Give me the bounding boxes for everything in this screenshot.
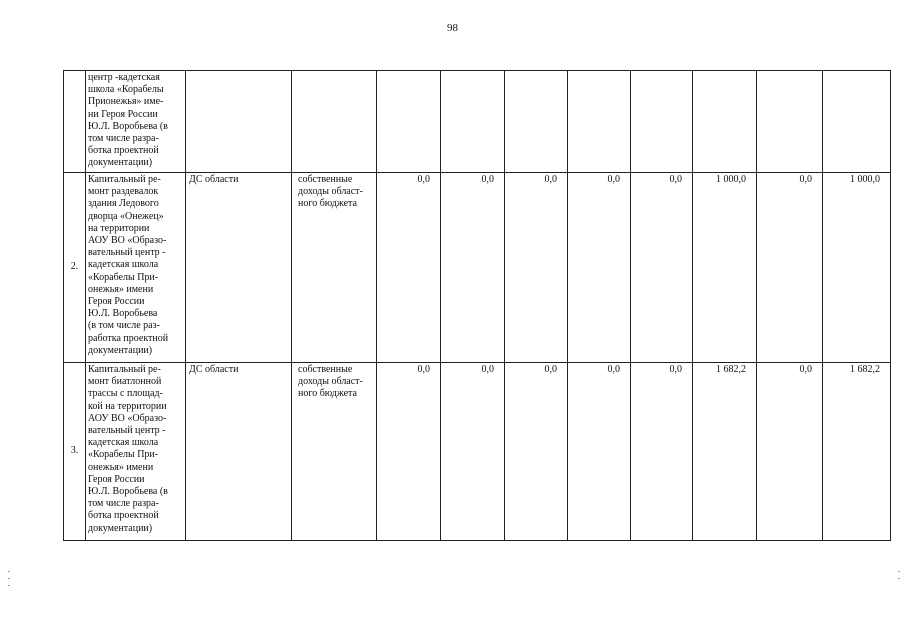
measure-name-line: Ю.Л. Воробьева (в — [88, 120, 168, 132]
measure-name-line: том числе разра- — [88, 498, 159, 510]
funding-source-line: собственные — [298, 174, 353, 185]
table-row — [64, 71, 891, 173]
amount-cell: 0,0 — [568, 363, 631, 541]
measure-name-line: ботка проектной — [88, 510, 159, 522]
amount-cell: 0,0 — [377, 173, 441, 363]
row-number: 2. — [64, 173, 86, 363]
measure-name-line: документации) — [88, 344, 153, 356]
measure-name-line: школа «Корабелы — [88, 84, 164, 96]
measure-name-line: трассы с площад- — [88, 388, 163, 400]
measure-name-line: кой на территории — [88, 400, 167, 412]
budget-table — [63, 70, 891, 541]
measure-name-line: документации) — [88, 157, 153, 169]
executor-cell: ДС области — [186, 363, 292, 541]
measure-name-line: монт биатлонной — [88, 376, 162, 388]
table-body — [64, 71, 891, 541]
measure-name-line: Капитальный ре- — [88, 364, 161, 375]
row-number — [64, 71, 86, 173]
scan-mark — [898, 571, 900, 572]
measure-name-line: Прионежья» име- — [88, 96, 164, 108]
row-number: 3. — [64, 363, 86, 541]
scan-mark — [8, 585, 10, 586]
amount-cell: 0,0 — [631, 173, 693, 363]
measure-name-line: ни Героя России — [88, 108, 158, 120]
amount-cell — [441, 71, 505, 173]
page-number: 98 — [447, 22, 458, 34]
table-row — [64, 363, 891, 541]
scan-mark — [8, 571, 10, 572]
amount-cell — [823, 71, 891, 173]
funding-source-line: доходы област- — [298, 186, 363, 198]
measure-name-line: Героя России — [88, 296, 145, 308]
amount-cell: 0,0 — [568, 173, 631, 363]
funding-source-line: ного бюджета — [298, 198, 357, 210]
scan-mark — [8, 578, 10, 579]
measure-name-cell — [86, 363, 186, 541]
measure-name-line: вательный центр - — [88, 425, 166, 437]
measure-name-line: АОУ ВО «Образо- — [88, 412, 167, 424]
measure-name-line: дворца «Онежец» — [88, 210, 164, 222]
measure-name-line: Ю.Л. Воробьева (в — [88, 486, 168, 498]
amount-cell: 1 682,2 — [693, 363, 757, 541]
funding-source-line: доходы област- — [298, 376, 363, 388]
measure-name-line: центр -кадетская — [88, 72, 160, 83]
amount-cell — [505, 71, 568, 173]
measure-name-line: ботка проектной — [88, 145, 159, 157]
amount-cell: 1 000,0 — [693, 173, 757, 363]
measure-name-line: онежья» имени — [88, 283, 154, 295]
amount-cell: 0,0 — [505, 363, 568, 541]
measure-name-line: том числе разра- — [88, 133, 159, 145]
measure-name-line: Капитальный ре- — [88, 174, 161, 185]
measure-name-line: кадетская школа — [88, 259, 159, 271]
amount-cell: 0,0 — [757, 173, 823, 363]
amount-cell — [568, 71, 631, 173]
measure-name-cell — [86, 173, 186, 363]
table-row — [64, 173, 891, 363]
amount-cell: 1 682,2 — [823, 363, 891, 541]
measure-name-line: Героя России — [88, 473, 145, 485]
funding-source-line: ного бюджета — [298, 388, 357, 400]
funding-source-cell — [292, 363, 377, 541]
amount-cell: 1 000,0 — [823, 173, 891, 363]
amount-cell: 0,0 — [377, 363, 441, 541]
measure-name-line: документации) — [88, 522, 153, 534]
measure-name-line: работка проектной — [88, 332, 169, 344]
amount-cell: 0,0 — [441, 173, 505, 363]
funding-source-cell — [292, 173, 377, 363]
measure-name-line: вательный центр - — [88, 247, 166, 259]
measure-name-line: АОУ ВО «Образо- — [88, 235, 167, 247]
measure-name-line: монт раздевалок — [88, 186, 159, 198]
measure-name-cell — [86, 71, 186, 173]
measure-name-line: на территории — [88, 222, 150, 234]
measure-name-line: «Корабелы При- — [88, 449, 159, 461]
amount-cell — [693, 71, 757, 173]
measure-name-line: кадетская школа — [88, 437, 159, 449]
executor-cell: ДС области — [186, 173, 292, 363]
amount-cell: 0,0 — [505, 173, 568, 363]
measure-name-line: онежья» имени — [88, 461, 154, 473]
amount-cell — [631, 71, 693, 173]
funding-source-line: собственные — [298, 364, 353, 375]
scan-mark — [898, 578, 900, 579]
amount-cell — [757, 71, 823, 173]
amount-cell — [377, 71, 441, 173]
funding-source-cell — [292, 71, 377, 173]
amount-cell: 0,0 — [757, 363, 823, 541]
measure-name-line: Ю.Л. Воробьева — [88, 308, 158, 320]
measure-name-line: «Корабелы При- — [88, 271, 159, 283]
measure-name-line: здания Ледового — [88, 198, 159, 210]
measure-name-line: (в том числе раз- — [88, 320, 160, 332]
amount-cell: 0,0 — [631, 363, 693, 541]
executor-cell — [186, 71, 292, 173]
amount-cell: 0,0 — [441, 363, 505, 541]
